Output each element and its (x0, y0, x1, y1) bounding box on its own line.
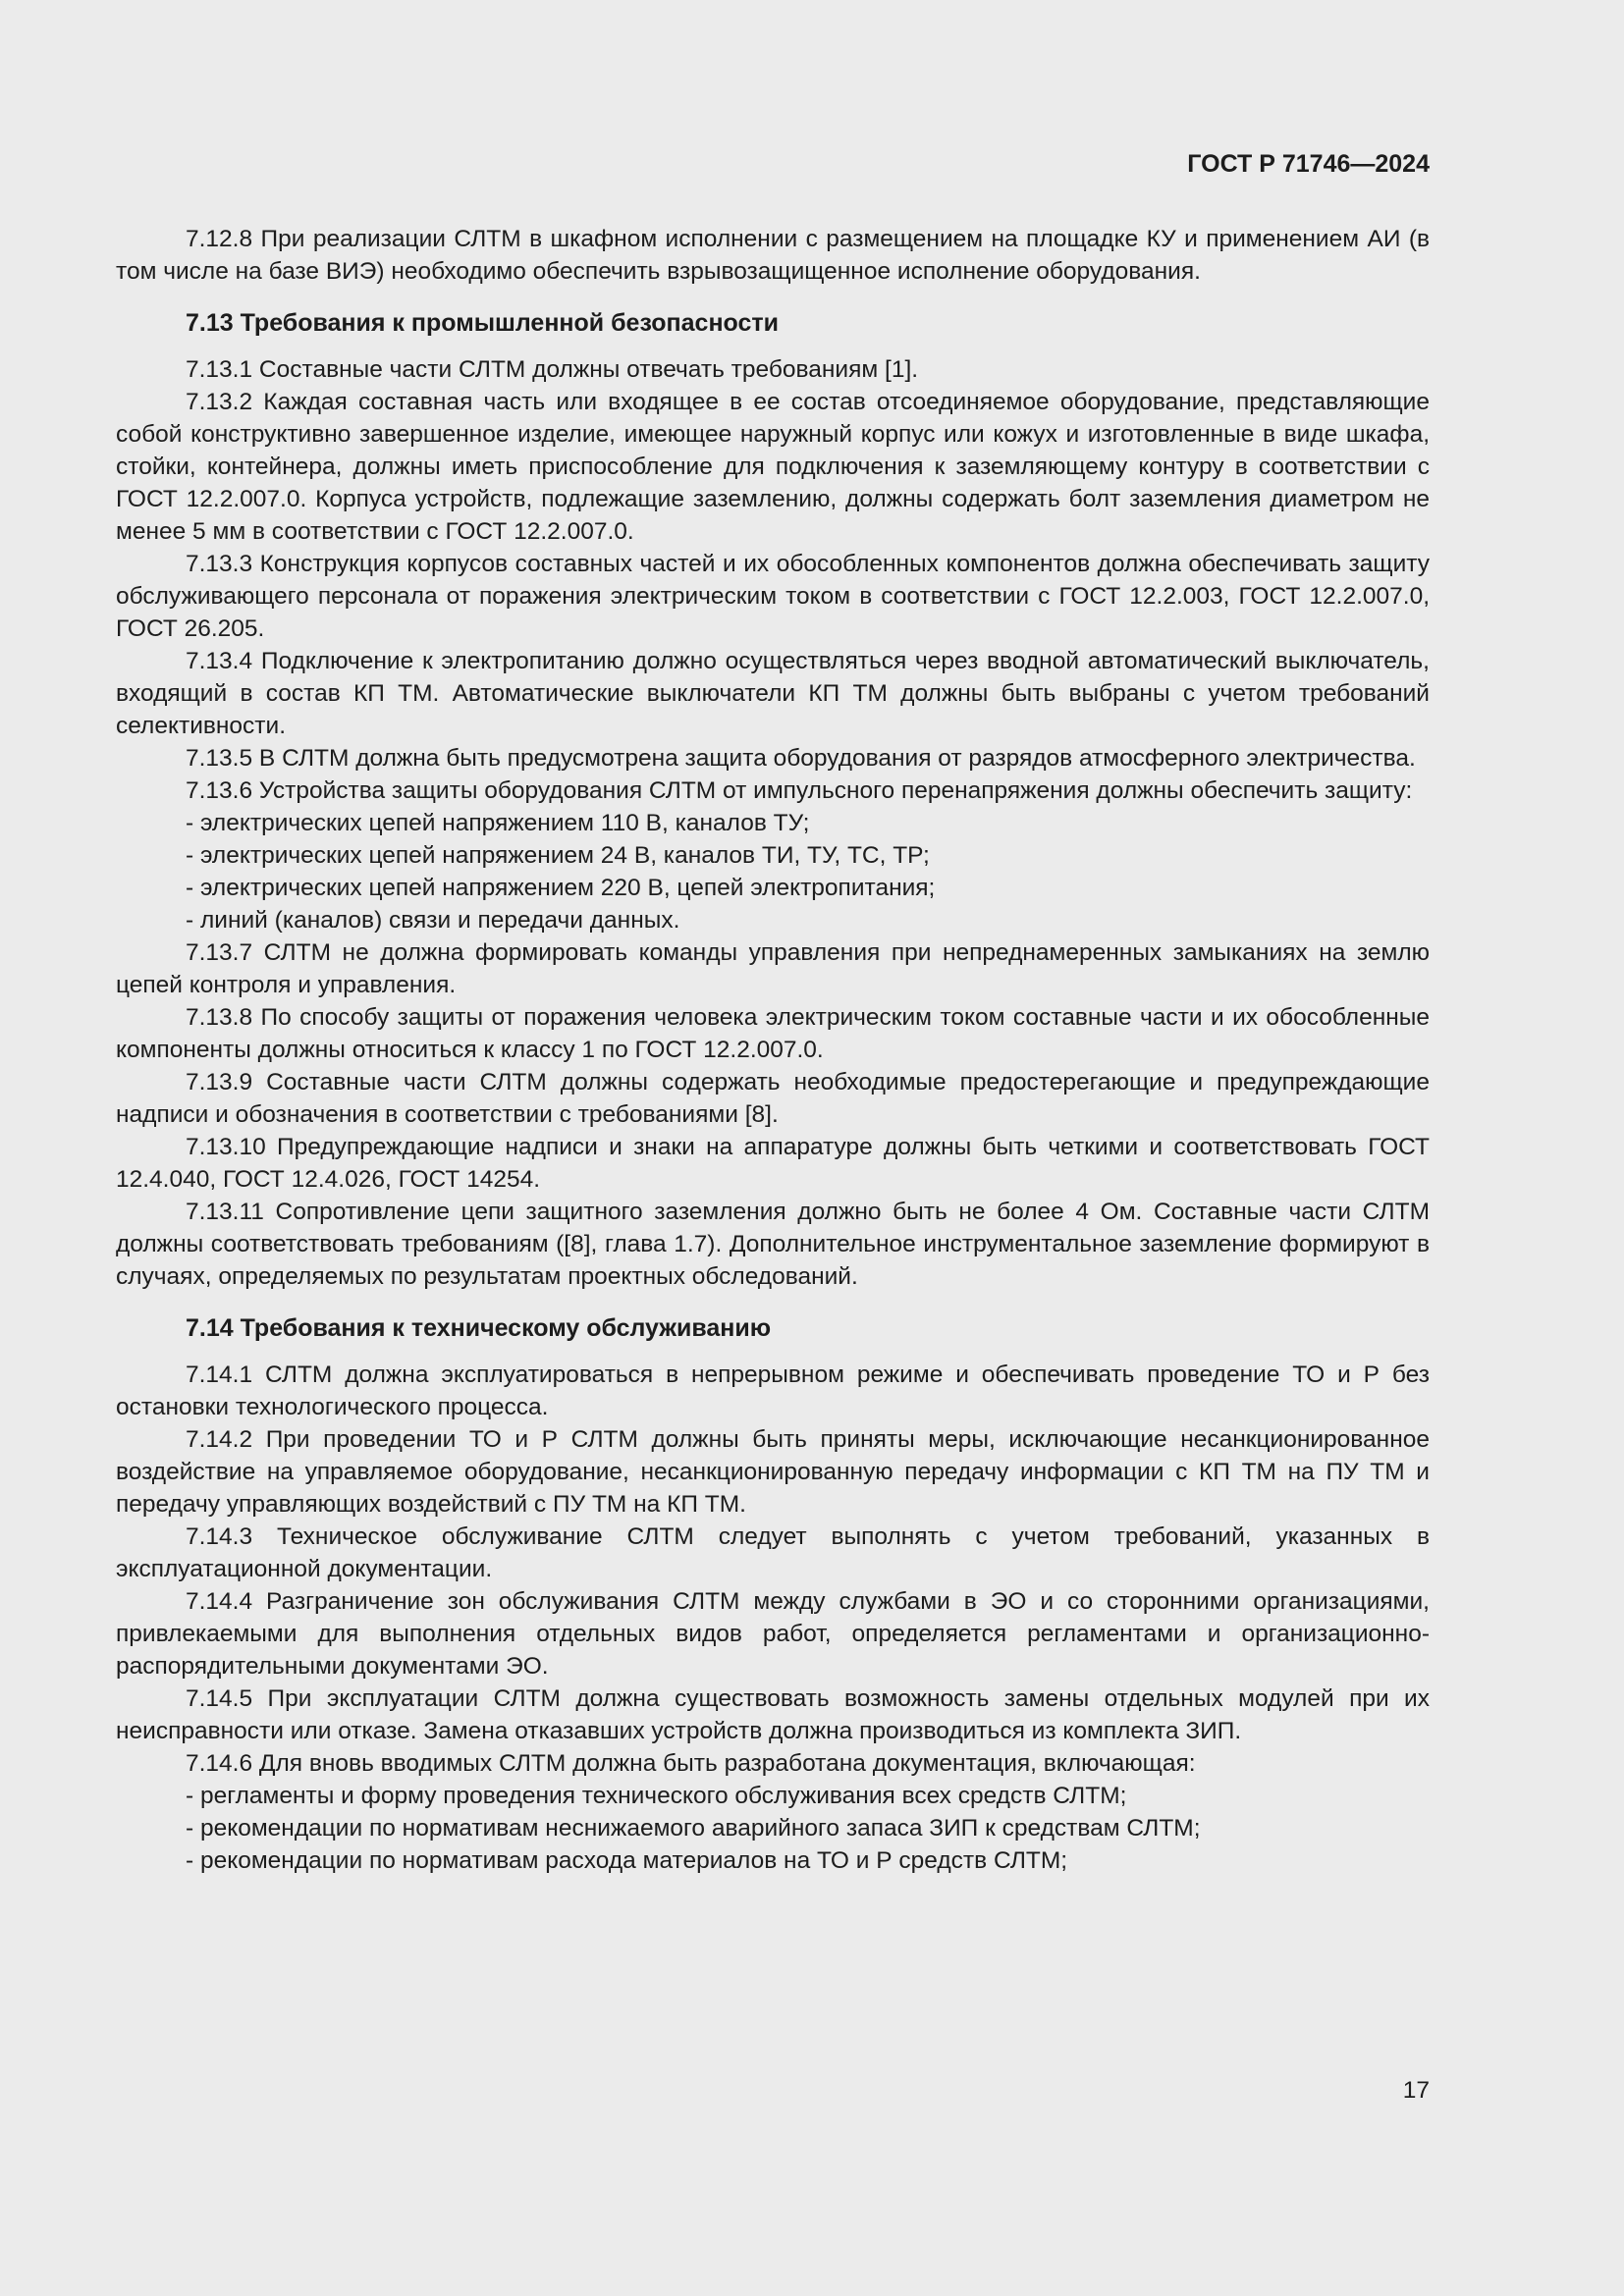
list-item: - электрических цепей напряжением 24 В, каналов ТИ, ТУ, ТС, ТР; (186, 842, 930, 869)
paragraph-7-13-2: 7.13.2 Каждая составная часть или входящее в ее состав отсоединяемое оборудование, представляющие собой конструктивно завершенное изделие, имеющее наружный корпус или кожух и изготовленные в виде шкафа, стойки, контейнера, должны иметь приспособление для подключения к заземляющему контуру в соответствии с ГОСТ 12.2.007.0. Корпуса устройств, подлежащие заземлению, должны содержать болт заземления диаметром не менее 5 мм в соответствии с ГОСТ 12.2.007.0. (116, 389, 1430, 545)
paragraph-7-13-3: 7.13.3 Конструкция корпусов составных частей и их обособленных компонентов должна обеспечивать защиту обслуживающего персонала от поражения электрическим током в соответствии с ГОСТ 12.2.003, ГОСТ 12.2.007.0, ГОСТ 26.205. (116, 551, 1430, 642)
list-item: - рекомендации по нормативам расхода материалов на ТО и Р средств СЛТМ; (186, 1847, 1068, 1874)
paragraph-7-14-4: 7.14.4 Разграничение зон обслуживания СЛТМ между службами в ЭО и со сторонними организациями, привлекаемыми для выполнения отдельных видов работ, определяется регламентами и организационно-распорядительными документами ЭО. (116, 1588, 1430, 1680)
paragraph-7-14-2: 7.14.2 При проведении ТО и Р СЛТМ должны быть приняты меры, исключающие несанкционированное воздействие на управляемое оборудование, несанкционированную передачу информации с КП ТМ на ПУ ТМ и передачу управляющих воздействий с ПУ ТМ на КП ТМ. (116, 1426, 1430, 1518)
heading-7-14: 7.14 Требования к техническому обслуживанию (186, 1314, 772, 1342)
list-item: - рекомендации по нормативам неснижаемого аварийного запаса ЗИП к средствам СЛТМ; (186, 1815, 1201, 1842)
paragraph-7-13-7: 7.13.7 СЛТМ не должна формировать команды управления при непреднамеренных замыканиях на землю цепей контроля и управления. (116, 939, 1430, 998)
paragraph-7-14-3: 7.14.3 Техническое обслуживание СЛТМ следует выполнять с учетом требований, указанных в эксплуатационной документации. (116, 1523, 1430, 1582)
paragraph-7-13-4: 7.13.4 Подключение к электропитанию должно осуществляться через вводной автоматический выключатель, входящий в состав КП ТМ. Автоматические выключатели КП ТМ должны быть выбраны с учетом требований селективности. (116, 648, 1430, 739)
list-item: - электрических цепей напряжением 110 В, каналов ТУ; (186, 810, 810, 836)
document-header: ГОСТ Р 71746—2024 (1187, 150, 1430, 178)
paragraph-7-12-8: 7.12.8 При реализации СЛТМ в шкафном исполнении с размещением на площадке КУ и применением АИ (в том числе на базе ВИЭ) необходимо обеспечить взрывозащищенное исполнение оборудования. (116, 226, 1430, 285)
list-item: - регламенты и форму проведения технического обслуживания всех средств СЛТМ; (186, 1783, 1127, 1809)
page-number: 17 (1402, 2077, 1430, 2104)
paragraph-7-14-6: 7.14.6 Для вновь вводимых СЛТМ должна быть разработана документация, включающая: (186, 1750, 1196, 1777)
page-content (116, 223, 1430, 1877)
paragraph-7-13-1: 7.13.1 Составные части СЛТМ должны отвечать требованиям [1]. (186, 356, 919, 383)
paragraph-7-13-10: 7.13.10 Предупреждающие надписи и знаки на аппаратуре должны быть четкими и соответствовать ГОСТ 12.4.040, ГОСТ 12.4.026, ГОСТ 14254. (116, 1134, 1430, 1193)
heading-7-13: 7.13 Требования к промышленной безопасности (186, 309, 780, 337)
paragraph-7-13-6: 7.13.6 Устройства защиты оборудования СЛТМ от импульсного перенапряжения должны обеспечить защиту: (186, 777, 1413, 804)
list-item: - линий (каналов) связи и передачи данных. (186, 907, 680, 934)
paragraph-7-13-9: 7.13.9 Составные части СЛТМ должны содержать необходимые предостерегающие и предупреждающие надписи и обозначения в соответствии с требованиями [8]. (116, 1069, 1430, 1128)
paragraph-7-13-11: 7.13.11 Сопротивление цепи защитного заземления должно быть не более 4 Ом. Составные части СЛТМ должны соответствовать требованиям ([8], глава 1.7). Дополнительное инструментальное заземление формируют в случаях, определяемых по результатам проектных обследований. (116, 1199, 1430, 1290)
paragraph-7-14-5: 7.14.5 При эксплуатации СЛТМ должна существовать возможность замены отдельных модулей при их неисправности или отказе. Замена отказавших устройств должна производиться из комплекта ЗИП. (116, 1685, 1430, 1744)
list-item: - электрических цепей напряжением 220 В, цепей электропитания; (186, 875, 936, 901)
paragraph-7-14-1: 7.14.1 СЛТМ должна эксплуатироваться в непрерывном режиме и обеспечивать проведение ТО и Р без остановки технологического процесса. (116, 1362, 1430, 1420)
paragraph-7-13-8: 7.13.8 По способу защиты от поражения человека электрическим током составные части и их обособленные компоненты должны относиться к классу 1 по ГОСТ 12.2.007.0. (116, 1004, 1430, 1063)
paragraph-7-13-5: 7.13.5 В СЛТМ должна быть предусмотрена защита оборудования от разрядов атмосферного электричества. (186, 745, 1416, 772)
